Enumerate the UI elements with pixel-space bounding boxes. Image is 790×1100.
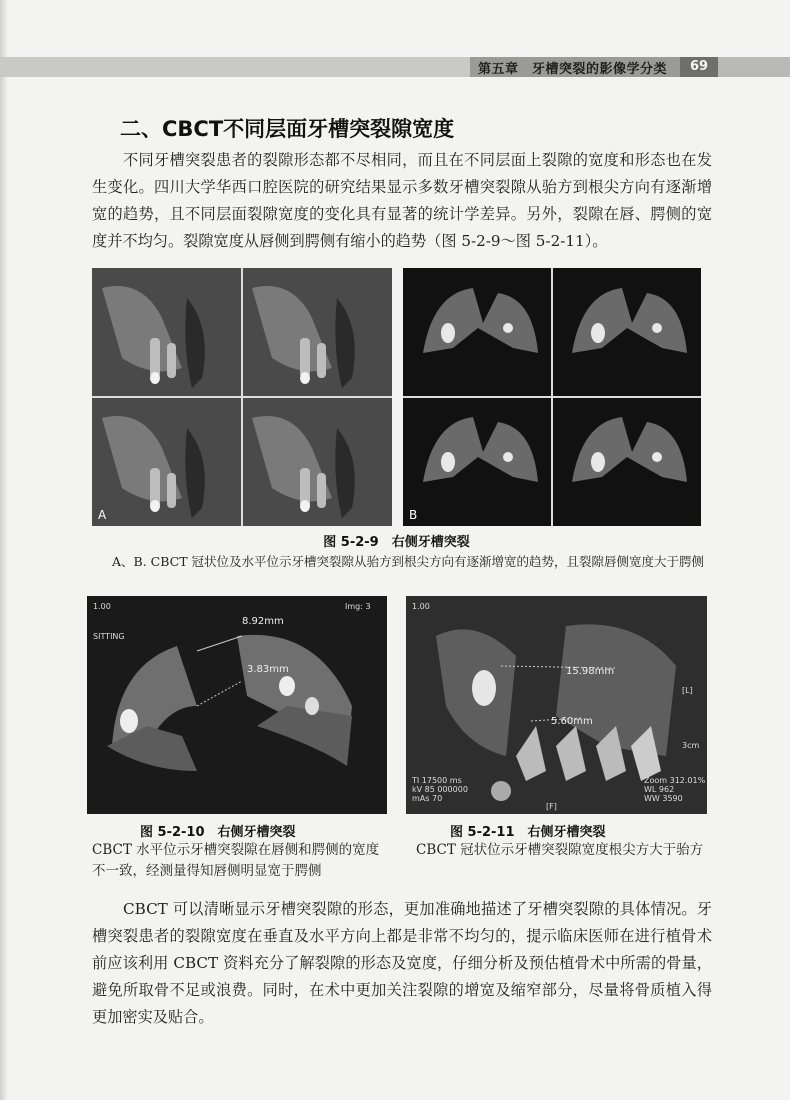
page-number: 69 <box>680 57 718 77</box>
ct-scale-label: 1.00 <box>93 602 111 611</box>
header-stripe <box>718 57 790 77</box>
chapter-title: 第五章 牙槽突裂的影像学分类 <box>478 62 668 77</box>
ct-corner-label: Img: 3 <box>345 602 371 611</box>
ct-axial-measurement-image <box>87 596 387 814</box>
ct-info-left: TI 17500 ms kV 85 000000 mAs 70 <box>412 776 468 803</box>
figure-5-2-11-image <box>406 596 707 814</box>
figure-5-2-9-label: 图 5-2-9 右侧牙槽突裂 <box>323 535 470 550</box>
ct-info-right: Zoom 312.01% WL 962 WW 3590 <box>644 776 706 803</box>
figure-5-2-11-label: 图 5-2-11 右侧牙槽突裂 <box>450 825 606 840</box>
page-edge-shadow <box>0 0 8 1100</box>
ct-coronal-image <box>92 268 392 526</box>
paragraph-1: 不同牙槽突裂患者的裂隙形态都不尽相同，而且在不同层面上裂隙的宽度和形态也在发生变化。四川大学华西口腔医院的研究结果显示多数牙槽突裂隙从骀方到根尖方向有逐渐增宽的趋势，且不同层面裂隙宽度的变化具有显著的统计学差异。另外，裂隙在唇、腭侧的宽度并不均匀。裂隙宽度从唇侧到腭侧有缩小的趋势（图 5-2-9～图 5-2-11）。 <box>92 151 712 250</box>
ct-scale-label-2: 1.00 <box>412 602 430 611</box>
measurement-apical: 15.98mm <box>566 666 615 677</box>
figure-5-2-10-caption: CBCT 水平位示牙槽突裂隙在唇侧和腭侧的宽度不一致，经测量得知唇侧明显宽于腭侧 <box>92 842 380 879</box>
figure-5-2-10-label: 图 5-2-10 右侧牙槽突裂 <box>140 825 296 840</box>
measurement-labial: 8.92mm <box>242 616 284 627</box>
ct-axial-image <box>403 268 701 526</box>
panel-label-a: A <box>98 508 107 522</box>
section-title: 二、CBCT不同层面牙槽突裂隙宽度 <box>120 117 455 141</box>
paragraph-2: CBCT 可以清晰显示牙槽突裂隙的形态，更加准确地描述了牙槽突裂隙的具体情况。牙槽突裂患者的裂隙宽度在垂直及水平方向上都是非常不均匀的，提示临床医师在进行植骨术前应该利用 CBCT 资料充分了解裂隙的形态及宽度，仔细分析及预估植骨术中所需的骨量，避免所取骨不足或浪费。同时，在术中更加关注裂隙的增宽及缩窄部分，尽量将骨质植入得更加密实及贴合。 <box>92 900 712 1026</box>
figure-5-2-9-panel-a <box>92 268 392 526</box>
figure-5-2-9-caption: A、B. CBCT 冠状位及水平位示牙槽突裂隙从骀方到根尖方向有逐渐增宽的趋势，且裂隙唇侧宽度大于腭侧 <box>112 554 705 569</box>
ct-position-label: SITTING <box>93 632 125 641</box>
ct-side-label: [L] <box>682 686 693 695</box>
measurement-palatal: 3.83mm <box>247 664 289 675</box>
ct-bottom-label: [F] <box>546 802 557 811</box>
figure-5-2-11-caption: CBCT 冠状位示牙槽突裂隙宽度根尖方大于骀方 <box>416 842 704 858</box>
ct-cm-label: 3cm <box>682 741 700 750</box>
measurement-occlusal: 5.60mm <box>551 716 593 727</box>
figure-5-2-9-panel-b <box>403 268 701 526</box>
figure-5-2-10-image <box>87 596 387 814</box>
panel-label-b: B <box>409 508 418 522</box>
